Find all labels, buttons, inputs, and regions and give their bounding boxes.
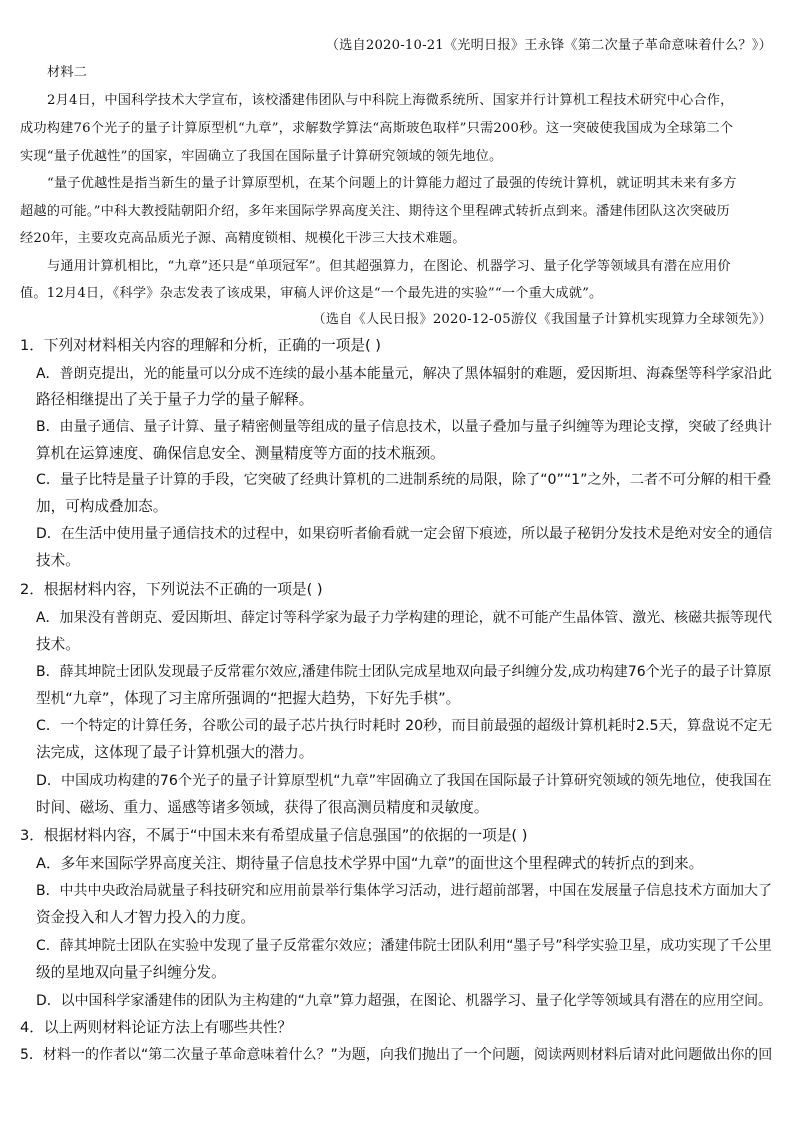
option-line: 技术。: [36, 636, 80, 653]
paragraph-line: 经20年，主要攻克高品质光子源、高精度锁相、规模化干涉三大技术难题。: [20, 231, 466, 246]
option-line: A．多年来国际学界高度关注、期待量子信息技术学界中国“九章”的面世这个里程碑式的转折点的到来。: [36, 855, 704, 872]
option-line: C．一个特定的计算任务，谷歌公司的最子芯片执行时耗时 20秒，而目前最强的超级计算机耗时2.5天，算盘说不定无: [36, 718, 773, 734]
question-stem: 1．下列对材料相关内容的理解和分析，正确的一项是( ): [20, 337, 381, 354]
paragraph-line: 值。12月4日，《科学》杂志发表了该成果，审稿人评价这是“一个最先进的实验”“一个重大成就”。: [20, 286, 603, 301]
paragraph-line: 成功构建76个光子的量子计算原型机“九章”，求解数学算法“高斯玻色取样”只需200秒。这一突破使我国成为全球第二个: [20, 121, 734, 136]
option-line: 加，可构成叠加态。: [36, 498, 168, 515]
option-line: 资金投入和人才智力投入的力度。: [36, 909, 255, 926]
option-line: B．薛其坤院士团队发现最子反常霍尔效应,潘建伟院士团队完成星地双向最子纠缠分发,成功构建76个光子的最子计算原: [36, 664, 772, 680]
option-line: B．由量子通信、量子计算、量子精密侧量等组成的量子信息技术，以量子叠加与量子纠缠等为理论支撑，突破了经典计: [36, 419, 772, 435]
option-line: 型机“九章”，体现了习主席所强调的“把握大趋势，下好先手棋”。: [36, 690, 461, 707]
question-stem: 2．根据材料内容，下列说法不正确的一项是( ): [20, 581, 323, 598]
option-line: D．在生活中使用量子通信技术的过程中，如果窃听者偷看就一定会留下痕迹，所以最子秘钥分发技术是绝对安全的通信: [36, 526, 773, 542]
question-stem: 3．根据材料内容，不属于“中国未来有希望成量子信息强国”的依据的一项是( ): [20, 827, 528, 844]
option-line: 级的星地双向量子纠缠分发。: [36, 964, 226, 981]
question-stem: 4．以上两则材料论证方法上有哪些共性？: [20, 1019, 292, 1036]
option-line: 时间、磁场、重力、遥感等诸多领域，获得了很高测员精度和灵敏度。: [36, 799, 489, 816]
option-line: A．普朗克提出，光的能量可以分成不连续的最小基本能量元，解决了黑体辐射的难题，爱因斯坦、海森堡等科学家沿此: [36, 366, 772, 382]
option-line: A．加果没有普朗克、爱因斯坦、薛定讨等科学家为最子力学构建的理论，就不可能产生晶体管、激光、核磁共振等现代: [36, 610, 772, 626]
option-line: C．薛其坤院士团队在实验中发现了量子反常霍尔效应；潘建伟院士团队利用“墨子号”科学实验卫星，成功实现了千公里: [36, 938, 772, 954]
paragraph-line: 2月4日，中国科学技术大学宣布，该校潘建伟团队与中科院上海微系统所、国家并行计算机工程技术研究中心合作，: [47, 93, 734, 108]
option-line: 路径相继提出了关于量子力学的量子解释。: [36, 391, 314, 408]
option-line: C．量子比特是量子计算的手段，它突破了经典计算机的二进制系统的局限，除了“0”“1”之外，二者不可分解的相干叠: [36, 472, 772, 488]
option-line: 技术。: [36, 552, 80, 569]
paragraph-line: “量子优越性是指当新生的量子计算原型机，在某个问题上的计算能力超过了最强的传统计算机，就证明其未来有多方: [47, 176, 737, 191]
option-line: D．以中国科学家潘建伟的团队为主构建的“九章”算力超强，在图论、机器学习、量子化学等领域具有潜在的应用空间。: [36, 993, 772, 1009]
option-line: D．中国成功构建的76个光子的量子计算原型机“九章”牢固确立了我国在国际最子计算研究领域的领先地位，使我国在: [36, 773, 772, 789]
question-stem: 5．材料一的作者以“第二次量子革命意味着什么？”为题，向我们抛出了一个问题，阅读两则材料后请对此问题做出你的回: [20, 1047, 773, 1063]
paragraph-line: 超越的可能。”中科大教授陆朝阳介绍，多年来国际学界高度关注、期待这个里程碑式转折点到来。潘建伟团队这次突破历: [20, 204, 730, 219]
option-line: B．中共中央政治局就量子科技研究和应用前景举行集体学习活动，进行超前部署，中国在发展量子信息技术方面加大了: [36, 883, 772, 899]
paragraph-line: 实现“量子优越性”的国家，牢固确立了我国在国际量子计算研究领域的领先地位。: [20, 149, 503, 164]
paragraph-line: 与通用计算机相比，“九章”还只是“单项冠军”。但其超强算力，在图论、机器学习、量子化学等领域具有潜在应用价: [47, 259, 731, 274]
option-line: 算机在运算速度、确保信息安全、测量精度等方面的技术瓶颈。: [36, 445, 445, 462]
source-citation-top: （选自2020-10-21《光明日报》王永锋《第二次量子革命意味着什么？》）: [325, 38, 772, 53]
material-heading: 材料二: [47, 65, 88, 80]
option-line: 法完成，这体现了最子计算机强大的潜力。: [36, 744, 314, 761]
source-citation: （选自《人民日报》2020-12-05游仪《我国量子计算机实现算力全球领先》）: [312, 312, 772, 327]
